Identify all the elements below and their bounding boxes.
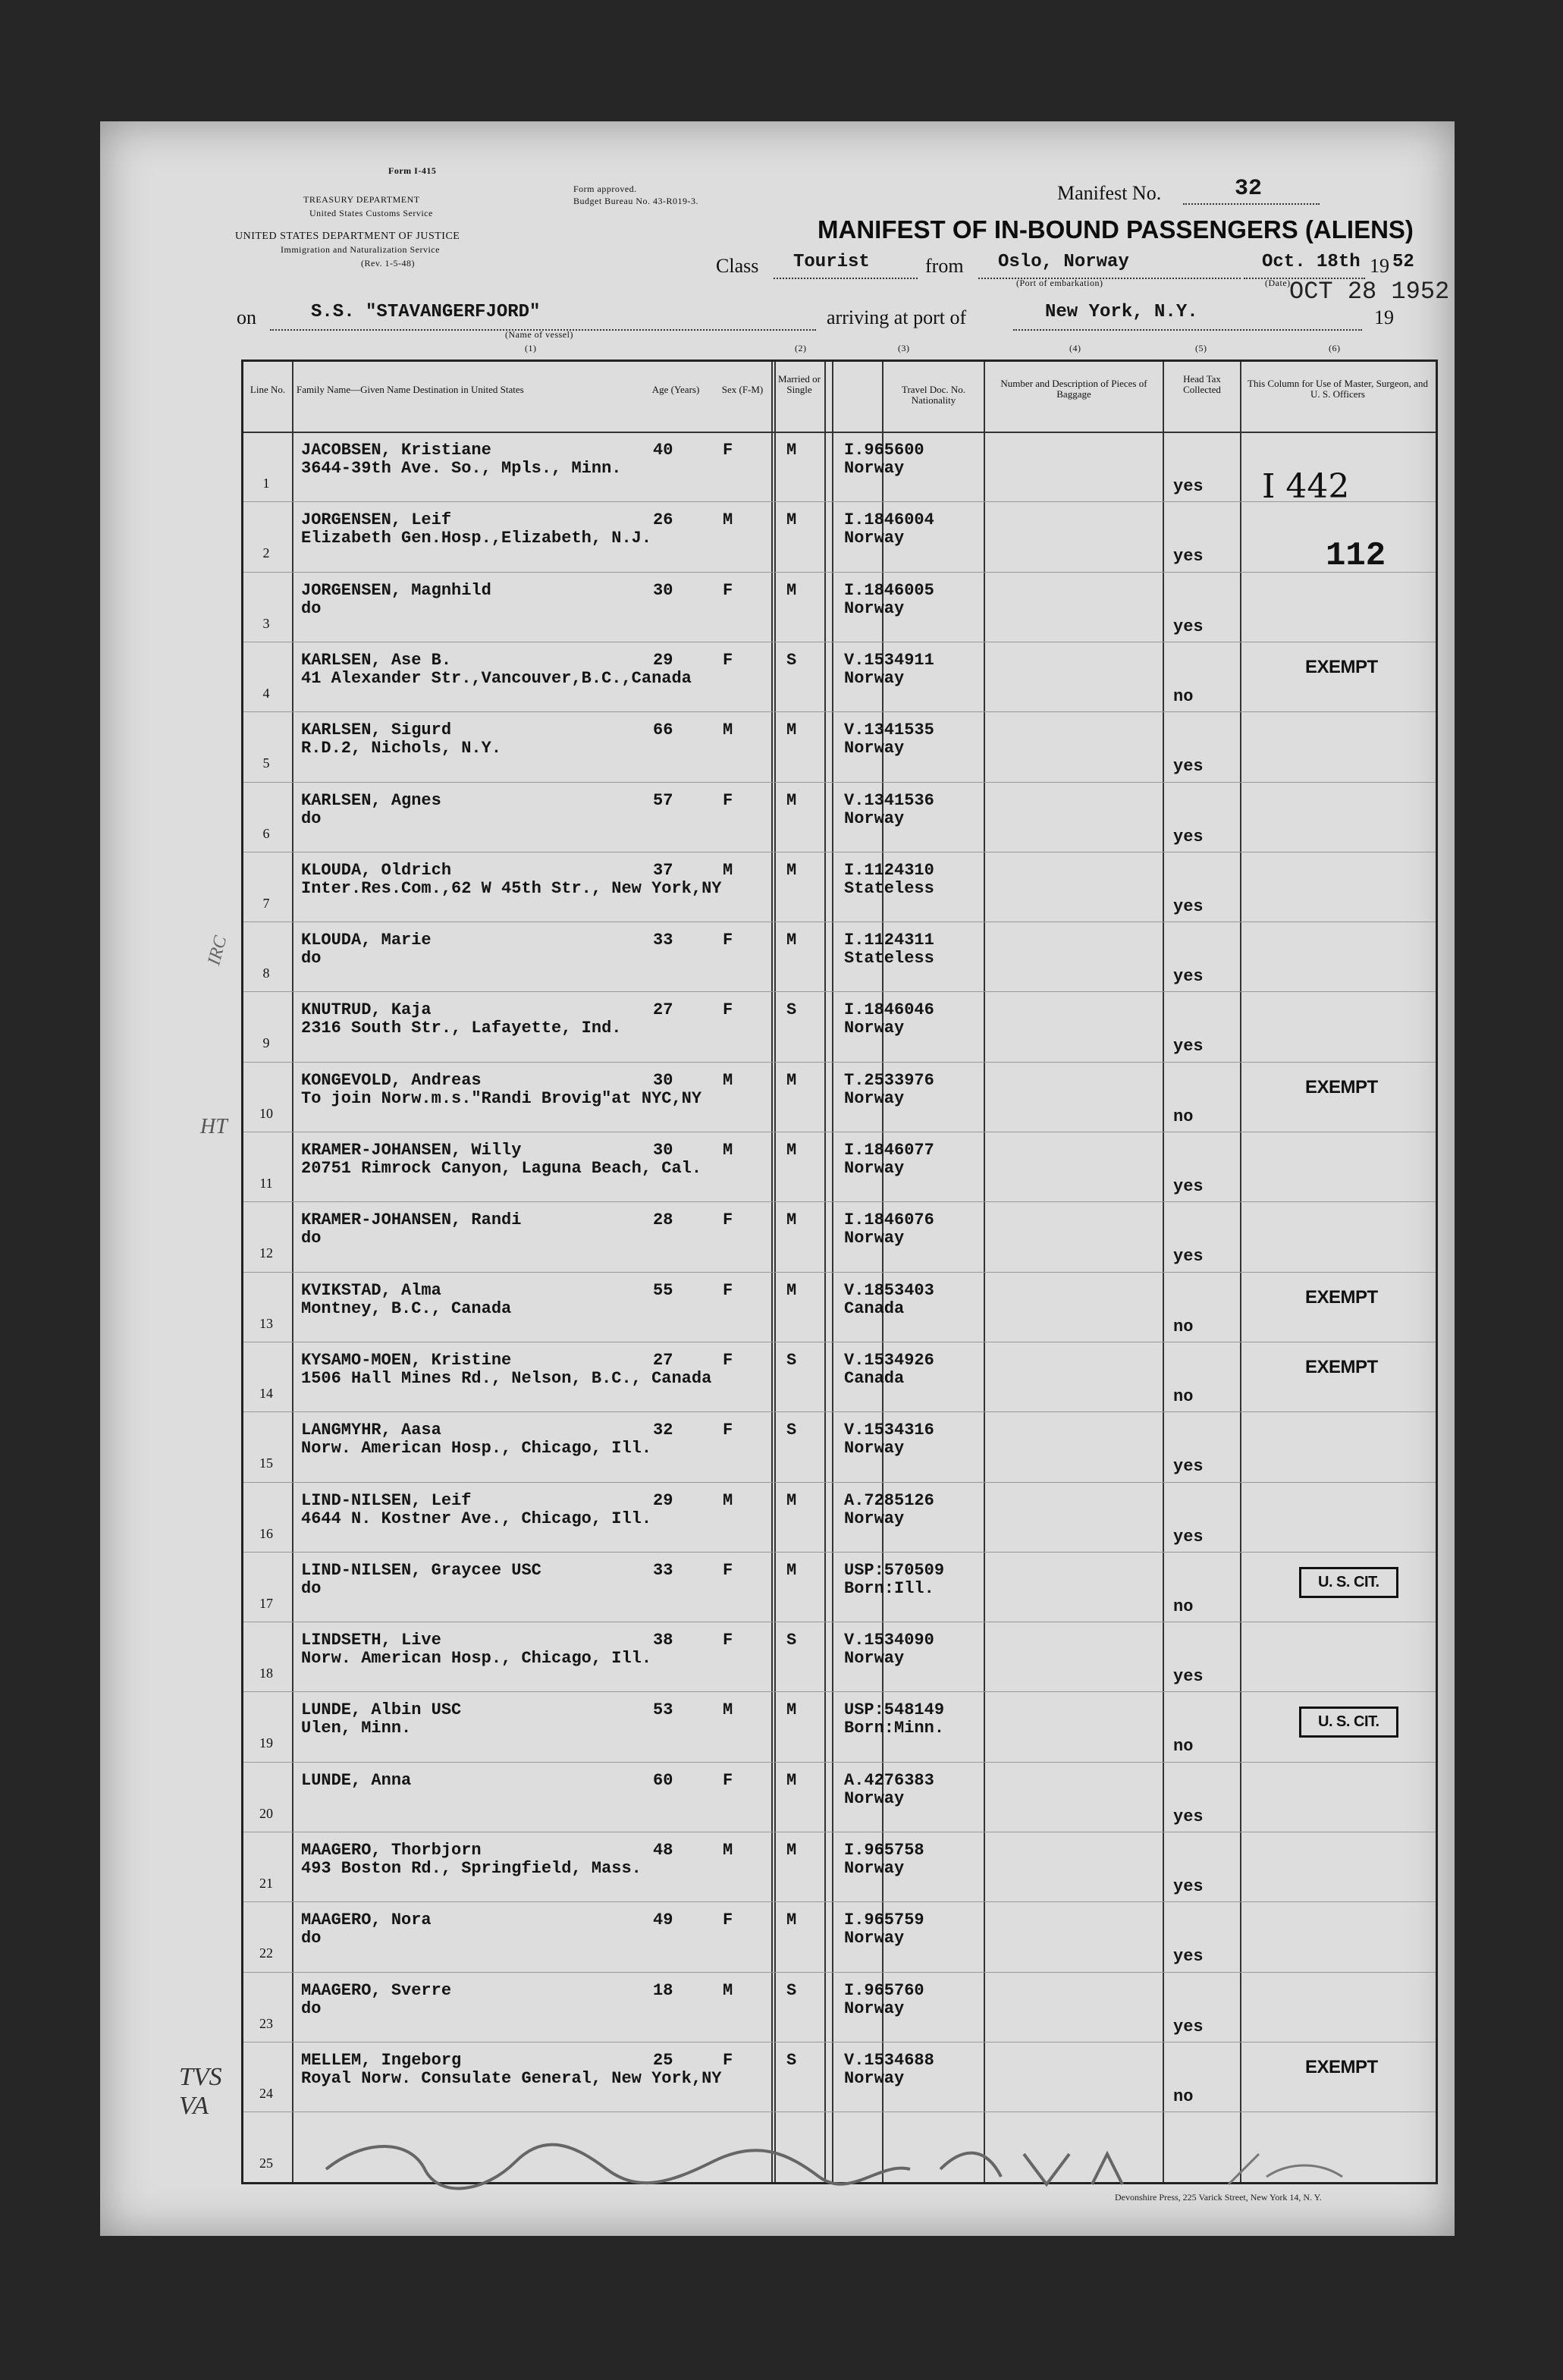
passenger-age: 66	[653, 721, 673, 740]
row-divider	[243, 1272, 1436, 1273]
row-line-number: 21	[259, 1876, 273, 1891]
passenger-marital: S	[786, 1631, 797, 1650]
budget-bureau: Budget Bureau No. 43-R019-3.	[573, 196, 698, 206]
travel-doc-number: V.1534316	[844, 1421, 934, 1440]
passenger-sex: F	[723, 441, 733, 460]
row-line-number: 1	[262, 476, 270, 491]
passenger-marital: M	[786, 1490, 797, 1510]
passenger-nationality: Stateless	[844, 949, 934, 969]
row-line-number: 9	[262, 1035, 270, 1051]
head-tax: yes	[1173, 617, 1204, 636]
exempt-stamp: EXEMPT	[1305, 1286, 1378, 1308]
passenger-name: LANGMYHR, Aasa	[301, 1421, 441, 1440]
passenger-age: 26	[653, 510, 673, 530]
passenger-nationality: Born:Ill.	[844, 1578, 934, 1598]
passenger-name: JORGENSEN, Magnhild	[301, 580, 491, 600]
head-tax: yes	[1173, 1037, 1204, 1057]
page-title: MANIFEST OF IN-BOUND PASSENGERS (ALIENS)	[818, 215, 1414, 243]
travel-doc-number: V.1534688	[844, 2050, 934, 2070]
year-prefix: 19	[1370, 255, 1389, 277]
passenger-sex: F	[723, 790, 733, 810]
passenger-name: JORGENSEN, Leif	[301, 510, 452, 530]
head-tax: yes	[1173, 1247, 1204, 1267]
passenger-sex: F	[723, 1210, 733, 1230]
travel-doc-number: I.965600	[844, 441, 924, 460]
passenger-name: MAAGERO, Nora	[301, 1911, 432, 1930]
passenger-marital: S	[786, 1000, 797, 1020]
head-tax: yes	[1173, 547, 1204, 567]
passenger-sex: M	[723, 1700, 733, 1720]
passenger-destination: do	[301, 1929, 322, 1948]
travel-doc-number: V.1534926	[844, 1350, 934, 1370]
passenger-sex: M	[723, 721, 733, 740]
row-divider	[243, 1762, 1436, 1763]
passenger-age: 27	[653, 1350, 673, 1370]
row-line-number: 25	[259, 2156, 273, 2171]
passenger-nationality: Norway	[844, 459, 905, 478]
head-tax: yes	[1173, 967, 1204, 987]
passenger-marital: M	[786, 510, 797, 530]
row-divider	[243, 1552, 1436, 1553]
passenger-sex: M	[723, 1141, 733, 1160]
passenger-destination: 41 Alexander Str.,Vancouver,B.C.,Canada	[301, 668, 692, 688]
passenger-marital: M	[786, 1700, 797, 1720]
head-tax: yes	[1173, 1807, 1204, 1826]
col-header-tax: Head Tax Collected	[1183, 373, 1221, 395]
us-citizen-stamp: U. S. CIT.	[1299, 1707, 1398, 1738]
passenger-destination: do	[301, 1229, 322, 1248]
passenger-destination: 4644 N. Kostner Ave., Chicago, Ill.	[301, 1509, 652, 1528]
passenger-sex: M	[723, 510, 733, 530]
passenger-nationality: Norway	[844, 1159, 905, 1178]
passenger-destination: 1506 Hall Mines Rd., Nelson, B.C., Canada	[301, 1368, 712, 1388]
passenger-sex: F	[723, 1350, 733, 1370]
passenger-nationality: Norway	[844, 529, 905, 548]
passenger-name: MELLEM, Ingeborg	[301, 2050, 462, 2070]
col-header-sex: Sex (F-M)	[721, 384, 764, 395]
passenger-nationality: Norway	[844, 809, 905, 828]
row-line-number: 10	[259, 1105, 273, 1121]
vessel-caption: (Name of vessel)	[505, 329, 573, 340]
passenger-destination: do	[301, 949, 322, 969]
passenger-age: 30	[653, 1141, 673, 1160]
head-tax: yes	[1173, 757, 1204, 777]
passenger-nationality: Norway	[844, 739, 905, 758]
passenger-destination: Norw. American Hosp., Chicago, Ill.	[301, 1649, 652, 1669]
passenger-destination: To join Norw.m.s."Randi Brovig"at NYC,NY	[301, 1088, 702, 1108]
passenger-sex: F	[723, 1560, 733, 1580]
travel-doc-number: I.1846077	[844, 1141, 934, 1160]
passenger-age: 60	[653, 1770, 673, 1790]
travel-doc-number: I.965760	[844, 1980, 924, 2000]
row-divider	[243, 1411, 1436, 1412]
head-tax: yes	[1173, 1667, 1204, 1687]
passenger-marital: M	[786, 1070, 797, 1090]
arrival-port: New York, N.Y.	[1045, 302, 1198, 322]
passenger-marital: S	[786, 1980, 797, 2000]
printer-credit: Devonshire Press, 225 Varick Street, New York 14, N. Y.	[1115, 2192, 1322, 2203]
head-tax: no	[1173, 1317, 1194, 1336]
passenger-destination: Royal Norw. Consulate General, New York,NY	[301, 2068, 722, 2088]
head-tax: yes	[1173, 1527, 1204, 1546]
row-divider	[243, 1201, 1436, 1202]
manifest-underline	[1183, 203, 1320, 205]
travel-doc-number: A.4276383	[844, 1770, 934, 1790]
travel-doc-number: I.965758	[844, 1841, 924, 1860]
passenger-marital: M	[786, 1560, 797, 1580]
passenger-marital: M	[786, 721, 797, 740]
passenger-age: 48	[653, 1841, 673, 1860]
passenger-destination: Inter.Res.Com.,62 W 45th Str., New York,NY	[301, 878, 722, 898]
col-num-2: (2)	[795, 343, 807, 353]
justice-dept: UNITED STATES DEPARTMENT OF JUSTICE	[235, 231, 460, 242]
passenger-marital: M	[786, 1911, 797, 1930]
head-tax: yes	[1173, 1877, 1204, 1896]
row-line-number: 23	[259, 2015, 273, 2031]
passenger-sex: F	[723, 650, 733, 670]
travel-doc-number: I.965759	[844, 1911, 924, 1930]
year-suffix: 19	[1374, 306, 1394, 328]
row-line-number: 3	[262, 615, 270, 631]
travel-doc-number: V.1341536	[844, 790, 934, 810]
exempt-stamp: EXEMPT	[1305, 1076, 1378, 1097]
row-line-number: 24	[259, 2085, 273, 2101]
passenger-destination: 20751 Rimrock Canyon, Laguna Beach, Cal.	[301, 1159, 702, 1178]
passenger-destination: Elizabeth Gen.Hosp.,Elizabeth, N.J.	[301, 529, 652, 548]
passenger-marital: M	[786, 931, 797, 950]
margin-note-ht: HT	[200, 1115, 228, 1138]
passenger-destination: 493 Boston Rd., Springfield, Mass.	[301, 1859, 642, 1878]
passenger-name: KVIKSTAD, Alma	[301, 1280, 441, 1300]
passenger-age: 29	[653, 650, 673, 670]
passenger-age: 33	[653, 1560, 673, 1580]
row-line-number: 5	[262, 755, 270, 771]
margin-note-tvs: TVS VA	[179, 2063, 222, 2120]
passenger-name: KARLSEN, Agnes	[301, 790, 441, 810]
head-tax: yes	[1173, 1947, 1204, 1967]
passenger-marital: M	[786, 1770, 797, 1790]
passenger-name: KRAMER-JOHANSEN, Willy	[301, 1141, 522, 1160]
passenger-age: 28	[653, 1210, 673, 1230]
passenger-destination: R.D.2, Nichols, N.Y.	[301, 739, 502, 758]
head-tax: no	[1173, 2086, 1194, 2106]
row-divider	[243, 1972, 1436, 1973]
passenger-destination: 2316 South Str., Lafayette, Ind.	[301, 1019, 622, 1038]
passenger-destination: do	[301, 598, 322, 618]
travel-doc-number: V.1341535	[844, 721, 934, 740]
passenger-sex: F	[723, 931, 733, 950]
passenger-destination: Montney, B.C., Canada	[301, 1298, 512, 1318]
head-tax: yes	[1173, 477, 1204, 496]
row-divider	[243, 1482, 1436, 1483]
travel-doc-number: I.1846004	[844, 510, 934, 530]
passenger-age: 18	[653, 1980, 673, 2000]
passenger-name: LUNDE, Albin USC	[301, 1700, 462, 1720]
col-header-line: Line No.	[250, 384, 286, 395]
passenger-name: KARLSEN, Ase B.	[301, 650, 452, 670]
col-header-age: Age (Years)	[651, 384, 700, 395]
travel-doc-number: T.2533976	[844, 1070, 934, 1090]
officer-mark-2: 112	[1326, 537, 1386, 575]
row-line-number: 22	[259, 1945, 273, 1961]
passenger-age: 57	[653, 790, 673, 810]
passenger-destination: do	[301, 1578, 322, 1598]
col-header-officers: This Column for Use of Master, Surgeon, and U. S. Officers	[1248, 378, 1428, 400]
passenger-nationality: Norway	[844, 1859, 905, 1878]
passenger-destination: Ulen, Minn.	[301, 1719, 412, 1738]
passenger-nationality: Norway	[844, 598, 905, 618]
passenger-sex: F	[723, 1421, 733, 1440]
row-divider	[243, 991, 1436, 992]
row-line-number: 20	[259, 1805, 273, 1821]
passenger-nationality: Norway	[844, 1088, 905, 1108]
row-divider	[243, 1901, 1436, 1902]
travel-doc-number: V.1853403	[844, 1280, 934, 1300]
passenger-name: LUNDE, Anna	[301, 1770, 412, 1790]
travel-doc-number: I.1124310	[844, 860, 934, 880]
col-num-4: (4)	[1069, 343, 1081, 353]
row-line-number: 2	[262, 545, 270, 561]
ins-service: Immigration and Naturalization Service	[281, 244, 440, 255]
passenger-name: LINDSETH, Live	[301, 1631, 441, 1650]
passenger-marital: M	[786, 580, 797, 600]
passenger-name: KARLSEN, Sigurd	[301, 721, 452, 740]
passenger-sex: M	[723, 860, 733, 880]
passenger-age: 49	[653, 1911, 673, 1930]
class-label: Class	[716, 255, 759, 277]
col-header-name: Family Name—Given Name Destination in United States	[297, 384, 524, 395]
exempt-stamp: EXEMPT	[1305, 656, 1378, 677]
passenger-name: MAAGERO, Thorbjorn	[301, 1841, 482, 1860]
col-header-travel: Travel Doc. No. Nationality	[901, 384, 965, 406]
revision: (Rev. 1-5-48)	[361, 258, 416, 268]
manifest-label: Manifest No.	[1057, 182, 1162, 204]
header-divider	[243, 432, 1436, 433]
row-divider	[243, 1062, 1436, 1063]
row-divider	[243, 782, 1436, 783]
passenger-marital: M	[786, 1210, 797, 1230]
passenger-sex: M	[723, 1841, 733, 1860]
from-label: from	[925, 255, 964, 277]
row-line-number: 6	[262, 825, 270, 841]
passenger-nationality: Norway	[844, 668, 905, 688]
travel-doc-number: I.1846076	[844, 1210, 934, 1230]
exempt-stamp: EXEMPT	[1305, 2056, 1378, 2077]
passenger-age: 40	[653, 441, 673, 460]
travel-doc-number: USP:548149	[844, 1700, 945, 1720]
head-tax: yes	[1173, 1457, 1204, 1477]
passenger-name: KLOUDA, Marie	[301, 931, 432, 950]
head-tax: yes	[1173, 1177, 1204, 1196]
passenger-nationality: Norway	[844, 1649, 905, 1669]
form-number: Form I-415	[388, 165, 437, 176]
row-line-number: 14	[259, 1385, 273, 1401]
passenger-age: 29	[653, 1490, 673, 1510]
row-divider	[243, 711, 1436, 712]
row-line-number: 7	[262, 895, 270, 911]
passenger-age: 27	[653, 1000, 673, 1020]
travel-doc-number: I.1124311	[844, 931, 934, 950]
passenger-name: KRAMER-JOHANSEN, Randi	[301, 1210, 522, 1230]
passenger-sex: F	[723, 1631, 733, 1650]
passenger-nationality: Norway	[844, 1509, 905, 1528]
col-header-baggage: Number and Description of Pieces of Baggage	[1000, 378, 1147, 400]
us-citizen-stamp: U. S. CIT.	[1299, 1567, 1398, 1598]
passenger-destination: do	[301, 809, 322, 828]
passenger-age: 55	[653, 1280, 673, 1300]
manifest-number: 32	[1235, 176, 1263, 202]
col-num-6: (6)	[1329, 343, 1341, 353]
passenger-nationality: Canada	[844, 1368, 905, 1388]
passenger-marital: M	[786, 1141, 797, 1160]
manifest-table	[241, 360, 1438, 2184]
row-line-number: 16	[259, 1525, 273, 1541]
passenger-nationality: Canada	[844, 1298, 905, 1318]
row-line-number: 18	[259, 1666, 273, 1681]
passenger-age: 53	[653, 1700, 673, 1720]
row-line-number: 13	[259, 1315, 273, 1331]
passenger-sex: F	[723, 2050, 733, 2070]
arriving-underline	[1013, 329, 1362, 331]
officer-mark-1: I 442	[1262, 467, 1350, 506]
passenger-sex: F	[723, 1280, 733, 1300]
passenger-name: KONGEVOLD, Andreas	[301, 1070, 482, 1090]
passenger-name: LIND-NILSEN, Leif	[301, 1490, 472, 1510]
passenger-age: 32	[653, 1421, 673, 1440]
passenger-marital: M	[786, 1280, 797, 1300]
passenger-sex: F	[723, 1911, 733, 1930]
class-value: Tourist	[793, 252, 870, 272]
travel-doc-number: I.1846005	[844, 580, 934, 600]
travel-doc-number: A.7285126	[844, 1490, 934, 1510]
head-tax: no	[1173, 1737, 1194, 1757]
from-value: Oslo, Norway	[998, 252, 1129, 272]
passenger-marital: S	[786, 1421, 797, 1440]
passenger-marital: S	[786, 650, 797, 670]
margin-note-irc: IRC	[204, 934, 231, 968]
passenger-marital: M	[786, 790, 797, 810]
travel-doc-number: V.1534090	[844, 1631, 934, 1650]
passenger-destination: do	[301, 1999, 322, 2018]
date-caption: (Date)	[1265, 278, 1291, 288]
year-value: 52	[1392, 252, 1414, 272]
passenger-destination: Norw. American Hosp., Chicago, Ill.	[301, 1439, 652, 1458]
row-divider	[243, 572, 1436, 573]
passenger-nationality: Norway	[844, 1999, 905, 2018]
passenger-name: LIND-NILSEN, Graycee USC	[301, 1560, 541, 1580]
arrival-date-stamp: OCT 28 1952	[1289, 278, 1450, 306]
head-tax: yes	[1173, 827, 1204, 846]
head-tax: yes	[1173, 896, 1204, 916]
passenger-nationality: Norway	[844, 1439, 905, 1458]
passenger-nationality: Norway	[844, 1788, 905, 1808]
passenger-name: KYSAMO-MOEN, Kristine	[301, 1350, 512, 1370]
passenger-age: 38	[653, 1631, 673, 1650]
passenger-sex: F	[723, 1000, 733, 1020]
port-caption: (Port of embarkation)	[1016, 278, 1103, 288]
sail-date: Oct. 18th	[1262, 252, 1361, 272]
row-divider	[243, 1691, 1436, 1692]
head-tax: no	[1173, 1107, 1194, 1126]
passenger-nationality: Norway	[844, 1229, 905, 1248]
on-label: on	[237, 306, 256, 328]
passenger-marital: M	[786, 441, 797, 460]
exempt-stamp: EXEMPT	[1305, 1356, 1378, 1377]
inspector-signature	[319, 2124, 1365, 2207]
passenger-age: 30	[653, 580, 673, 600]
passenger-marital: S	[786, 2050, 797, 2070]
head-tax: no	[1173, 686, 1194, 706]
head-tax: yes	[1173, 2017, 1204, 2036]
col-caption-1: (1)	[525, 343, 537, 353]
passenger-age: 30	[653, 1070, 673, 1090]
treasury-dept: TREASURY DEPARTMENT	[303, 194, 420, 205]
form-approved: Form approved.	[573, 184, 637, 194]
passenger-nationality: Stateless	[844, 878, 934, 898]
row-line-number: 17	[259, 1595, 273, 1611]
travel-doc-number: USP:570509	[844, 1560, 945, 1580]
col-header-married: Married or Single	[778, 373, 821, 395]
passenger-nationality: Norway	[844, 1019, 905, 1038]
row-line-number: 11	[259, 1176, 273, 1191]
passenger-name: KLOUDA, Oldrich	[301, 860, 452, 880]
row-line-number: 12	[259, 1245, 273, 1261]
customs-service: United States Customs Service	[309, 208, 433, 218]
col-num-3: (3)	[898, 343, 910, 353]
passenger-name: MAAGERO, Sverre	[301, 1980, 452, 2000]
passenger-marital: M	[786, 1841, 797, 1860]
passenger-marital: M	[786, 860, 797, 880]
passenger-name: KNUTRUD, Kaja	[301, 1000, 432, 1020]
col-num-5: (5)	[1195, 343, 1207, 353]
travel-doc-number: V.1534911	[844, 650, 934, 670]
head-tax: no	[1173, 1386, 1194, 1406]
arriving-label: arriving at port of	[827, 306, 967, 328]
row-line-number: 4	[262, 685, 270, 701]
passenger-sex: M	[723, 1490, 733, 1510]
passenger-sex: M	[723, 1070, 733, 1090]
passenger-nationality: Norway	[844, 1929, 905, 1948]
class-underline	[774, 278, 918, 279]
passenger-nationality: Born:Minn.	[844, 1719, 945, 1738]
passenger-destination: 3644-39th Ave. So., Mpls., Minn.	[301, 459, 622, 478]
vessel-name: S.S. "STAVANGERFJORD"	[311, 302, 541, 322]
row-divider	[243, 501, 1436, 502]
passenger-sex: F	[723, 1770, 733, 1790]
passenger-name: JACOBSEN, Kristiane	[301, 441, 491, 460]
passenger-sex: F	[723, 580, 733, 600]
row-line-number: 19	[259, 1735, 273, 1751]
row-line-number: 15	[259, 1455, 273, 1471]
row-line-number: 8	[262, 966, 270, 981]
passenger-age: 37	[653, 860, 673, 880]
passenger-age: 25	[653, 2050, 673, 2070]
passenger-age: 33	[653, 931, 673, 950]
passenger-marital: S	[786, 1350, 797, 1370]
passenger-sex: M	[723, 1980, 733, 2000]
head-tax: no	[1173, 1597, 1194, 1616]
passenger-nationality: Norway	[844, 2068, 905, 2088]
travel-doc-number: I.1846046	[844, 1000, 934, 1020]
